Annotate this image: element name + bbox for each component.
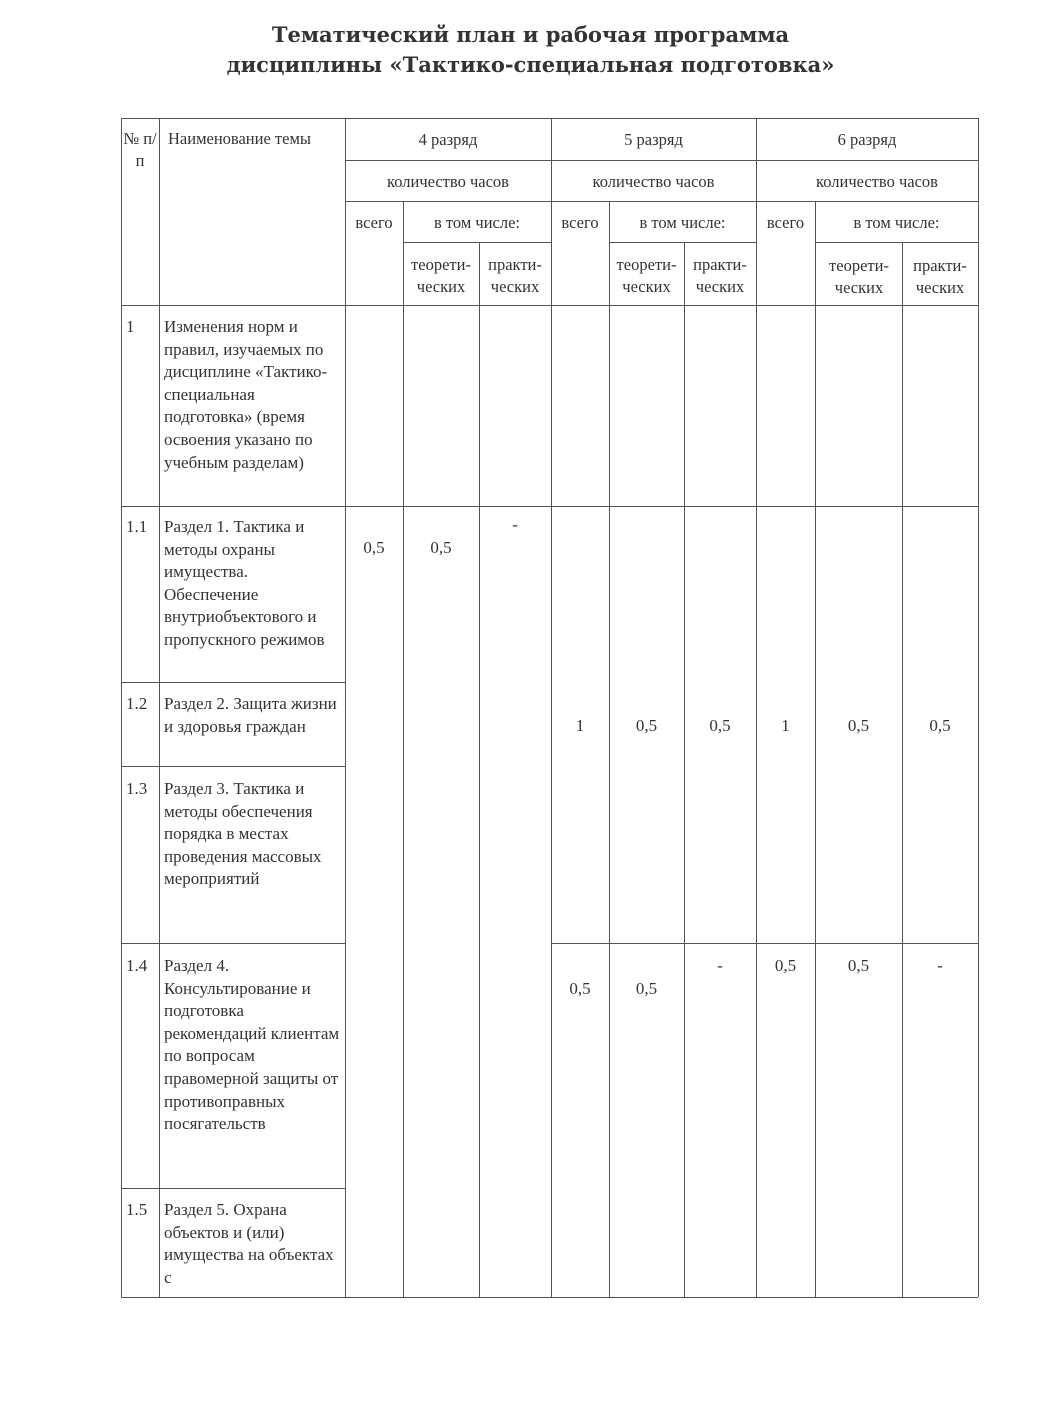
row-1-3-num: 1.3 xyxy=(126,779,148,798)
value-g4-practice: - xyxy=(512,515,518,534)
header-including-5: в том числе: xyxy=(639,213,726,232)
row-divider-5 xyxy=(121,1188,345,1189)
row-1-3-topic: Раздел 3. Тактика и методы обеспечения порядка в местах проведения массовых мероприятий xyxy=(164,779,322,889)
value-g5-total-a: 1 xyxy=(575,716,585,735)
row-1-4-topic: Раздел 4. Консультирование и подготовка рекомендаций клиентам по вопросам правомерной защиты от противоправных посягательств xyxy=(164,956,340,1134)
value-g6-total-b: 0,5 xyxy=(774,956,797,975)
col-divider-5-theory xyxy=(684,242,685,1297)
value-g5-total-b: 0,5 xyxy=(569,979,591,998)
header-grade-5: 5 разряд xyxy=(624,130,683,149)
table-border-bottom xyxy=(121,1297,978,1298)
header-including-4: в том числе: xyxy=(433,213,520,232)
value-g6-practice-a: 0,5 xyxy=(929,716,951,735)
header-divider-sub-4 xyxy=(403,242,551,243)
header-divider-hours xyxy=(345,201,978,202)
col-divider-6-total xyxy=(815,201,816,1297)
value-g6-practice-b: - xyxy=(937,956,943,975)
header-practice-5: практи-ческих xyxy=(693,255,747,296)
col-divider-4-total xyxy=(403,201,404,1297)
header-bottom-line xyxy=(121,305,978,306)
value-g5-theory-a: 0,5 xyxy=(635,716,658,735)
row-divider-4-values xyxy=(551,943,978,944)
header-hours-4: количество часов xyxy=(387,172,509,191)
header-hours-6: количество часов xyxy=(816,172,938,191)
document-title-line-1: Тематический план и рабочая программа xyxy=(271,22,790,47)
row-1-1-num: 1.1 xyxy=(126,517,148,536)
row-1-num: 1 xyxy=(126,317,135,336)
col-divider-topic xyxy=(345,118,346,1297)
header-total-6: всего xyxy=(766,213,805,232)
header-divider-grades xyxy=(345,160,978,161)
header-practice-6: практи-ческих xyxy=(913,256,967,297)
table-border-left xyxy=(121,118,122,1297)
row-divider-1 xyxy=(121,506,978,507)
row-1-2-topic: Раздел 2. Защита жизни и здоровья граждан xyxy=(164,694,337,736)
row-divider-4 xyxy=(121,943,345,944)
value-g5-practice-a: 0,5 xyxy=(709,716,731,735)
row-divider-3 xyxy=(121,766,345,767)
header-practice-4: практи-ческих xyxy=(488,255,542,296)
header-hours-5: количество часов xyxy=(592,172,715,191)
header-total-5: всего xyxy=(561,213,599,232)
row-1-5-num: 1.5 xyxy=(126,1200,148,1219)
header-divider-sub-6 xyxy=(815,242,978,243)
header-theory-4: теорети-ческих xyxy=(411,255,471,296)
header-grade-4: 4 разряд xyxy=(418,130,478,149)
value-g4-total: 0,5 xyxy=(363,538,385,557)
row-1-5-topic: Раздел 5. Охрана объектов и (или) имущества на объектах с xyxy=(164,1200,334,1287)
col-divider-grade4 xyxy=(551,118,552,1297)
col-divider-grade5 xyxy=(756,118,757,1297)
document-title-line-2: дисциплины «Тактико-специальная подготовка» xyxy=(226,52,835,77)
table-border-right xyxy=(978,118,979,1297)
header-grade-6: 6 разряд xyxy=(837,130,897,149)
header-theory-6: теорети-ческих xyxy=(829,256,889,297)
col-divider-4-theory xyxy=(479,242,480,1297)
header-divider-sub-5 xyxy=(609,242,756,243)
table-border-top xyxy=(121,118,978,119)
header-including-6: в том числе: xyxy=(853,213,940,232)
col-divider-5-total xyxy=(609,201,610,1297)
value-g6-total-a: 1 xyxy=(781,716,790,735)
header-num: № п/п xyxy=(123,129,157,170)
header-topic: Наименование темы xyxy=(168,129,311,148)
header-total-4: всего xyxy=(355,213,393,232)
row-divider-2 xyxy=(121,682,345,683)
header-theory-5: теорети-ческих xyxy=(616,255,677,296)
value-g5-practice-b: - xyxy=(717,956,723,975)
col-divider-6-theory xyxy=(902,242,903,1297)
value-g4-theory: 0,5 xyxy=(430,538,452,557)
row-1-topic: Изменения норм и правил, изучаемых по дисциплине «Тактико-специальная подготовка» (время освоения указано по учебным разделам) xyxy=(164,317,328,472)
value-g5-theory-b: 0,5 xyxy=(635,979,658,998)
row-1-4-num: 1.4 xyxy=(126,956,148,975)
value-g6-theory-b: 0,5 xyxy=(847,956,870,975)
row-1-2-num: 1.2 xyxy=(126,694,148,713)
value-g6-theory-a: 0,5 xyxy=(847,716,870,735)
row-1-1-topic: Раздел 1. Тактика и методы охраны имущества. Обеспечение внутриобъектового и пропускного режимов xyxy=(164,517,325,649)
col-divider-num xyxy=(159,118,160,1297)
